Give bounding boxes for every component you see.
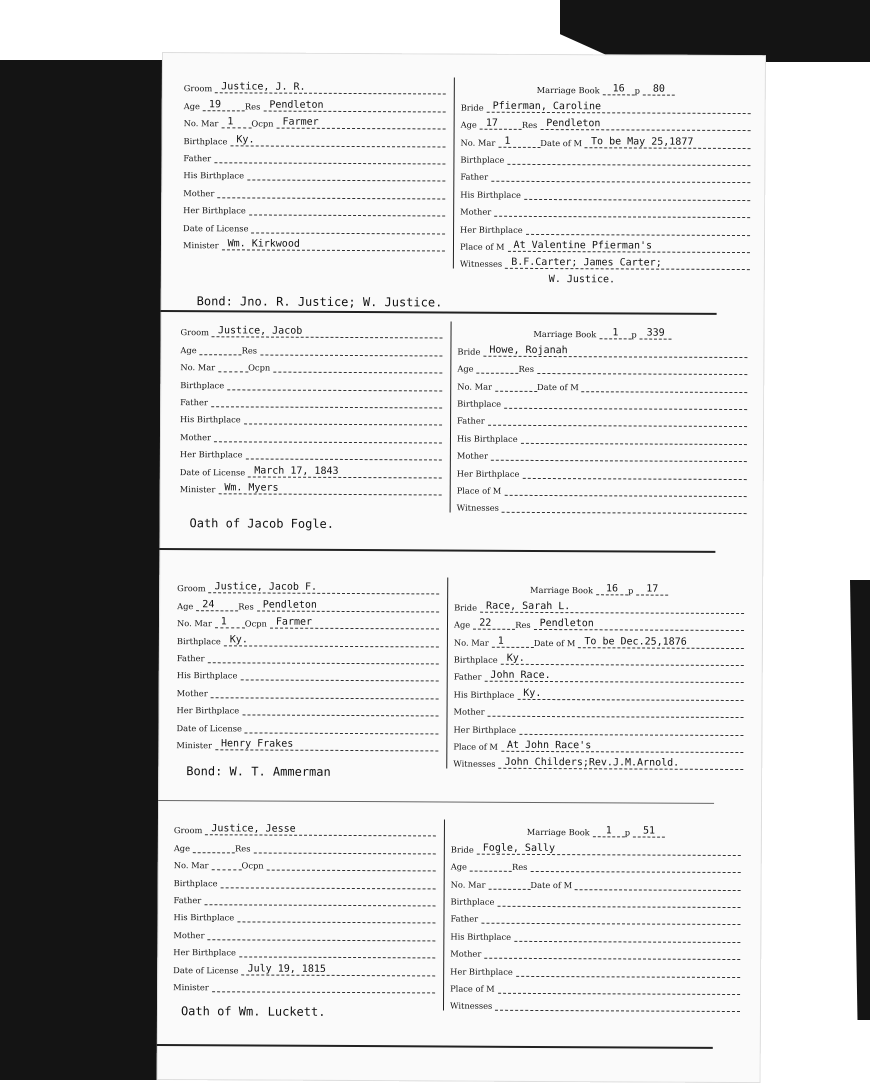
- place-of-marriage: At Valentine Pfierman's: [508, 240, 750, 253]
- date-of-marriage: [582, 380, 748, 393]
- date-of-marriage: [575, 878, 741, 891]
- groom-her-birthplace: [239, 946, 435, 959]
- marriage-book-number: 1: [599, 328, 631, 340]
- groom-father: [208, 651, 439, 664]
- bride-her-birthplace: [522, 466, 746, 479]
- mother-label: Mother: [173, 929, 205, 940]
- birthplace-label: Birthplace: [450, 896, 495, 907]
- minister-name: Wm. Myers: [218, 482, 441, 495]
- groom-no-mar: [212, 858, 242, 870]
- groom-label: Groom: [183, 83, 213, 94]
- groom-label: Groom: [177, 583, 206, 594]
- bride-birthplace: [507, 153, 750, 166]
- groom-res: Pendleton: [257, 599, 439, 612]
- minister-label: Minister: [179, 484, 216, 495]
- his-birthplace-label: His Birthplace: [183, 170, 245, 181]
- marriage-book-number: 1: [593, 826, 625, 838]
- birthplace-label: Birthplace: [176, 635, 221, 646]
- groom-age: [200, 343, 242, 355]
- groom-father: [204, 893, 435, 906]
- no-mar-label: No. Mar: [457, 381, 493, 392]
- father-label: Father: [457, 415, 485, 427]
- marriage-record-card: [173, 818, 734, 1019]
- minister-label: Minister: [173, 981, 209, 993]
- date-of-license: March 17, 1843: [248, 465, 442, 478]
- her-birthplace-label: Her Birthplace: [173, 947, 236, 958]
- groom-column: [176, 576, 439, 751]
- marriage-book-page: 339: [640, 328, 672, 340]
- groom-no-mar: 1: [221, 116, 251, 128]
- groom-father: [211, 395, 442, 408]
- father-label: Father: [183, 153, 212, 164]
- bride-label: Bride: [454, 602, 478, 613]
- marriage-book-number: 16: [603, 84, 635, 96]
- page-label: p: [631, 329, 637, 340]
- groom-ocpn: Farmer: [270, 617, 439, 630]
- birthplace-label: Birthplace: [457, 398, 502, 409]
- scan-edge-top-right: [560, 0, 870, 62]
- no-mar-label: No. Mar: [453, 637, 489, 648]
- date-of-license: [251, 221, 445, 234]
- date-of-m-label: Date of M: [537, 381, 579, 392]
- marriage-book-label: Marriage Book: [533, 329, 597, 340]
- bride-name: Pfierman, Caroline: [487, 100, 751, 113]
- date-of-license: July 19, 1815: [242, 963, 436, 976]
- res-label: Res: [244, 101, 261, 112]
- age-label: Age: [453, 619, 471, 630]
- date-of-license-label: Date of License: [183, 222, 249, 233]
- bride-her-birthplace: [526, 222, 750, 235]
- groom-ocpn: [267, 859, 436, 872]
- her-birthplace-label: Her Birthplace: [183, 205, 246, 216]
- marriage-book-label: Marriage Book: [536, 85, 600, 96]
- res-label: Res: [511, 862, 528, 873]
- father-label: Father: [453, 671, 482, 683]
- groom-column: [180, 320, 443, 495]
- age-label: Age: [457, 363, 474, 374]
- minister-label: Minister: [182, 240, 219, 251]
- place-of-marriage: At John Race's: [501, 740, 743, 753]
- record-sheet: [157, 52, 766, 1083]
- groom-mother: [217, 186, 445, 199]
- res-label: Res: [518, 364, 535, 375]
- groom-birthplace: Ky.: [224, 634, 439, 647]
- groom-ocpn: Farmer: [277, 117, 446, 130]
- bride-age: 22: [473, 618, 515, 630]
- bride-mother: [491, 449, 747, 462]
- witnesses: [495, 999, 740, 1012]
- groom-his-birthplace: [237, 911, 435, 924]
- witnesses: [502, 501, 747, 514]
- page-label: p: [627, 585, 634, 596]
- his-birthplace-label: His Birthplace: [460, 189, 521, 200]
- mother-label: Mother: [450, 948, 482, 959]
- place-of-m-label: Place of M: [459, 241, 505, 252]
- groom-her-birthplace: [245, 448, 441, 461]
- bride-father: John Race.: [484, 670, 743, 683]
- his-birthplace-label: His Birthplace: [173, 912, 235, 923]
- record-divider: [161, 310, 717, 315]
- groom-name: Justice, Jacob F.: [209, 582, 440, 595]
- no-mar-label: No. Mar: [183, 118, 219, 129]
- date-of-m-label: Date of M: [530, 879, 573, 890]
- marriage-book-page: 51: [633, 826, 665, 838]
- groom-age: 24: [196, 599, 238, 611]
- bride-mother: [488, 705, 744, 718]
- date-of-m-label: Date of M: [533, 637, 576, 648]
- father-label: Father: [460, 171, 489, 183]
- age-label: Age: [180, 344, 197, 355]
- place-of-marriage: [498, 982, 740, 995]
- witnesses-label: Witnesses: [456, 502, 499, 514]
- groom-ocpn: [273, 361, 442, 374]
- bride-age: 17: [480, 118, 522, 130]
- her-birthplace-label: Her Birthplace: [179, 449, 243, 460]
- mother-label: Mother: [460, 206, 492, 217]
- record-divider: [158, 800, 714, 804]
- res-label: Res: [241, 345, 258, 356]
- place-of-m-label: Place of M: [453, 741, 498, 752]
- minister-name: Henry Frakes: [215, 738, 438, 751]
- her-birthplace-label: Her Birthplace: [176, 705, 240, 716]
- bride-his-birthplace: Ky.: [517, 688, 743, 701]
- her-birthplace-label: Her Birthplace: [456, 468, 520, 479]
- father-label: Father: [180, 397, 208, 408]
- ocpn-label: Ocpn: [241, 860, 264, 871]
- mother-label: Mother: [183, 187, 215, 199]
- her-birthplace-label: Her Birthplace: [450, 966, 513, 977]
- his-birthplace-label: His Birthplace: [453, 689, 515, 700]
- bride-no-mar: [495, 379, 537, 391]
- bride-res: Pendleton: [540, 118, 750, 131]
- bride-label: Bride: [460, 102, 484, 113]
- witnesses: B.F.Carter; James Carter;: [505, 257, 750, 270]
- bride-her-birthplace: [519, 722, 743, 735]
- his-birthplace-label: His Birthplace: [456, 433, 518, 444]
- bride-res: [530, 860, 740, 873]
- scan-edge-right: [820, 580, 870, 1020]
- groom-father: [214, 151, 445, 164]
- bride-his-birthplace: [514, 930, 740, 943]
- bride-label: Bride: [450, 844, 474, 855]
- ocpn-label: Ocpn: [251, 118, 274, 129]
- place-of-m-label: Place of M: [456, 485, 502, 496]
- groom-no-mar: 1: [215, 616, 245, 628]
- bride-column: [453, 78, 751, 271]
- groom-his-birthplace: [244, 413, 442, 426]
- marriage-book-label: Marriage Book: [530, 585, 594, 596]
- age-label: Age: [183, 100, 200, 111]
- bride-name: Fogle, Sally: [477, 842, 741, 855]
- his-birthplace-label: His Birthplace: [450, 931, 512, 942]
- res-label: Res: [521, 120, 538, 131]
- groom-name: Justice, Jacob: [212, 326, 443, 339]
- date-of-license-label: Date of License: [179, 466, 246, 477]
- no-mar-label: No. Mar: [180, 362, 216, 373]
- mother-label: Mother: [456, 450, 488, 461]
- groom-his-birthplace: [240, 669, 438, 682]
- record-note: Bond: Jno. R. Justice; W. Justice.: [196, 294, 443, 310]
- record-note: Oath of Jacob Fogle.: [189, 516, 335, 531]
- age-label: Age: [460, 119, 477, 130]
- father-label: Father: [173, 895, 202, 906]
- bride-age: [477, 362, 519, 374]
- bride-mother: [484, 947, 740, 960]
- bride-mother: [494, 205, 750, 218]
- no-mar-label: No. Mar: [460, 137, 496, 148]
- bride-no-mar: 1: [498, 135, 540, 147]
- birthplace-label: Birthplace: [183, 135, 228, 146]
- bride-father: [491, 170, 750, 183]
- mother-label: Mother: [176, 687, 208, 698]
- groom-her-birthplace: [242, 704, 438, 717]
- record-note: Oath of Wm. Luckett.: [180, 1004, 326, 1019]
- bride-father: [481, 912, 740, 925]
- marriage-book-label: Marriage Book: [526, 827, 590, 838]
- groom-res: [253, 841, 435, 854]
- date-of-marriage: To be Dec.25,1876: [578, 636, 744, 649]
- bride-column: [446, 578, 744, 771]
- father-label: Father: [176, 653, 205, 664]
- record-divider: [157, 1044, 713, 1049]
- bride-birthplace: [504, 397, 747, 410]
- groom-birthplace: [227, 378, 442, 391]
- witnesses: John Childers;Rev.J.M.Arnold.: [499, 757, 744, 770]
- mother-label: Mother: [179, 431, 212, 442]
- marriage-book-page: 17: [636, 584, 668, 596]
- minister-name: Wm. Kirkwood: [222, 238, 445, 251]
- birthplace-label: Birthplace: [173, 877, 218, 888]
- date-of-license: [245, 721, 439, 734]
- marriage-record-card: [179, 320, 741, 531]
- groom-birthplace: [220, 876, 435, 889]
- no-mar-label: No. Mar: [176, 618, 212, 629]
- place-of-m-label: Place of M: [450, 983, 495, 994]
- bride-column: [443, 819, 741, 1012]
- ocpn-label: Ocpn: [248, 362, 271, 373]
- minister-label: Minister: [176, 739, 213, 751]
- bride-name: Howe, Rojanah: [483, 344, 747, 357]
- age-label: Age: [173, 842, 191, 853]
- age-label: Age: [177, 600, 194, 611]
- groom-no-mar: [218, 360, 248, 372]
- groom-res: Pendleton: [263, 99, 445, 112]
- witnesses-continued: W. Justice.: [548, 274, 616, 286]
- groom-mother: [207, 928, 435, 941]
- res-label: Res: [235, 843, 251, 854]
- groom-label: Groom: [180, 327, 210, 338]
- minister-name: [212, 980, 435, 993]
- groom-res: [260, 343, 442, 356]
- ocpn-label: Ocpn: [244, 618, 267, 629]
- date-of-license-label: Date of License: [176, 722, 242, 733]
- groom-his-birthplace: [247, 169, 445, 182]
- father-label: Father: [450, 913, 479, 925]
- marriage-record-card: [182, 76, 744, 310]
- bride-age: [470, 860, 512, 872]
- his-birthplace-label: His Birthplace: [176, 670, 238, 681]
- groom-birthplace: Ky.: [230, 134, 445, 147]
- her-birthplace-label: Her Birthplace: [460, 224, 523, 235]
- bride-label: Bride: [457, 346, 481, 357]
- witnesses-label: Witnesses: [449, 1000, 493, 1012]
- groom-name: Justice, J. R.: [215, 82, 446, 95]
- page-label: p: [624, 827, 631, 838]
- marriage-record-card: [176, 576, 737, 779]
- groom-her-birthplace: [249, 204, 445, 217]
- no-mar-label: No. Mar: [173, 860, 209, 871]
- groom-age: 19: [203, 99, 245, 111]
- bride-his-birthplace: [524, 188, 750, 201]
- marriage-book-number: 16: [596, 584, 628, 596]
- bride-birthplace: [497, 895, 740, 908]
- date-of-m-label: Date of M: [540, 137, 583, 148]
- bride-no-mar: [488, 877, 530, 889]
- place-of-marriage: [504, 484, 746, 497]
- his-birthplace-label: His Birthplace: [180, 414, 241, 425]
- groom-age: [193, 841, 235, 853]
- mother-label: Mother: [453, 706, 485, 717]
- marriage-book-page: 80: [643, 84, 675, 96]
- bride-name: Race, Sarah L.: [480, 600, 744, 613]
- age-label: Age: [450, 861, 467, 872]
- bride-father: [488, 414, 747, 427]
- groom-mother: [211, 686, 439, 699]
- groom-column: [183, 76, 446, 251]
- groom-mother: [214, 430, 442, 443]
- bride-column: [450, 322, 748, 515]
- bride-no-mar: 1: [492, 635, 534, 647]
- witnesses-label: Witnesses: [453, 758, 496, 770]
- record-note: Bond: W. T. Ammerman: [186, 764, 331, 779]
- groom-label: Groom: [173, 825, 203, 836]
- res-label: Res: [515, 620, 531, 631]
- date-of-marriage: To be May 25,1877: [585, 136, 751, 149]
- page-label: p: [634, 85, 640, 96]
- birthplace-label: Birthplace: [453, 654, 498, 665]
- groom-column: [173, 818, 436, 993]
- birthplace-label: Birthplace: [180, 379, 225, 390]
- bride-his-birthplace: [521, 432, 747, 445]
- bride-res: [537, 362, 747, 375]
- groom-name: Justice, Jesse: [205, 824, 436, 837]
- date-of-license-label: Date of License: [173, 964, 239, 975]
- her-birthplace-label: Her Birthplace: [453, 724, 517, 735]
- bride-her-birthplace: [516, 964, 740, 977]
- record-divider: [159, 548, 715, 553]
- witnesses-label: Witnesses: [459, 258, 503, 270]
- res-label: Res: [238, 601, 254, 612]
- no-mar-label: No. Mar: [450, 879, 486, 890]
- bride-res: Pendleton: [534, 618, 744, 631]
- bride-birthplace: Ky.: [501, 653, 744, 666]
- birthplace-label: Birthplace: [460, 154, 505, 165]
